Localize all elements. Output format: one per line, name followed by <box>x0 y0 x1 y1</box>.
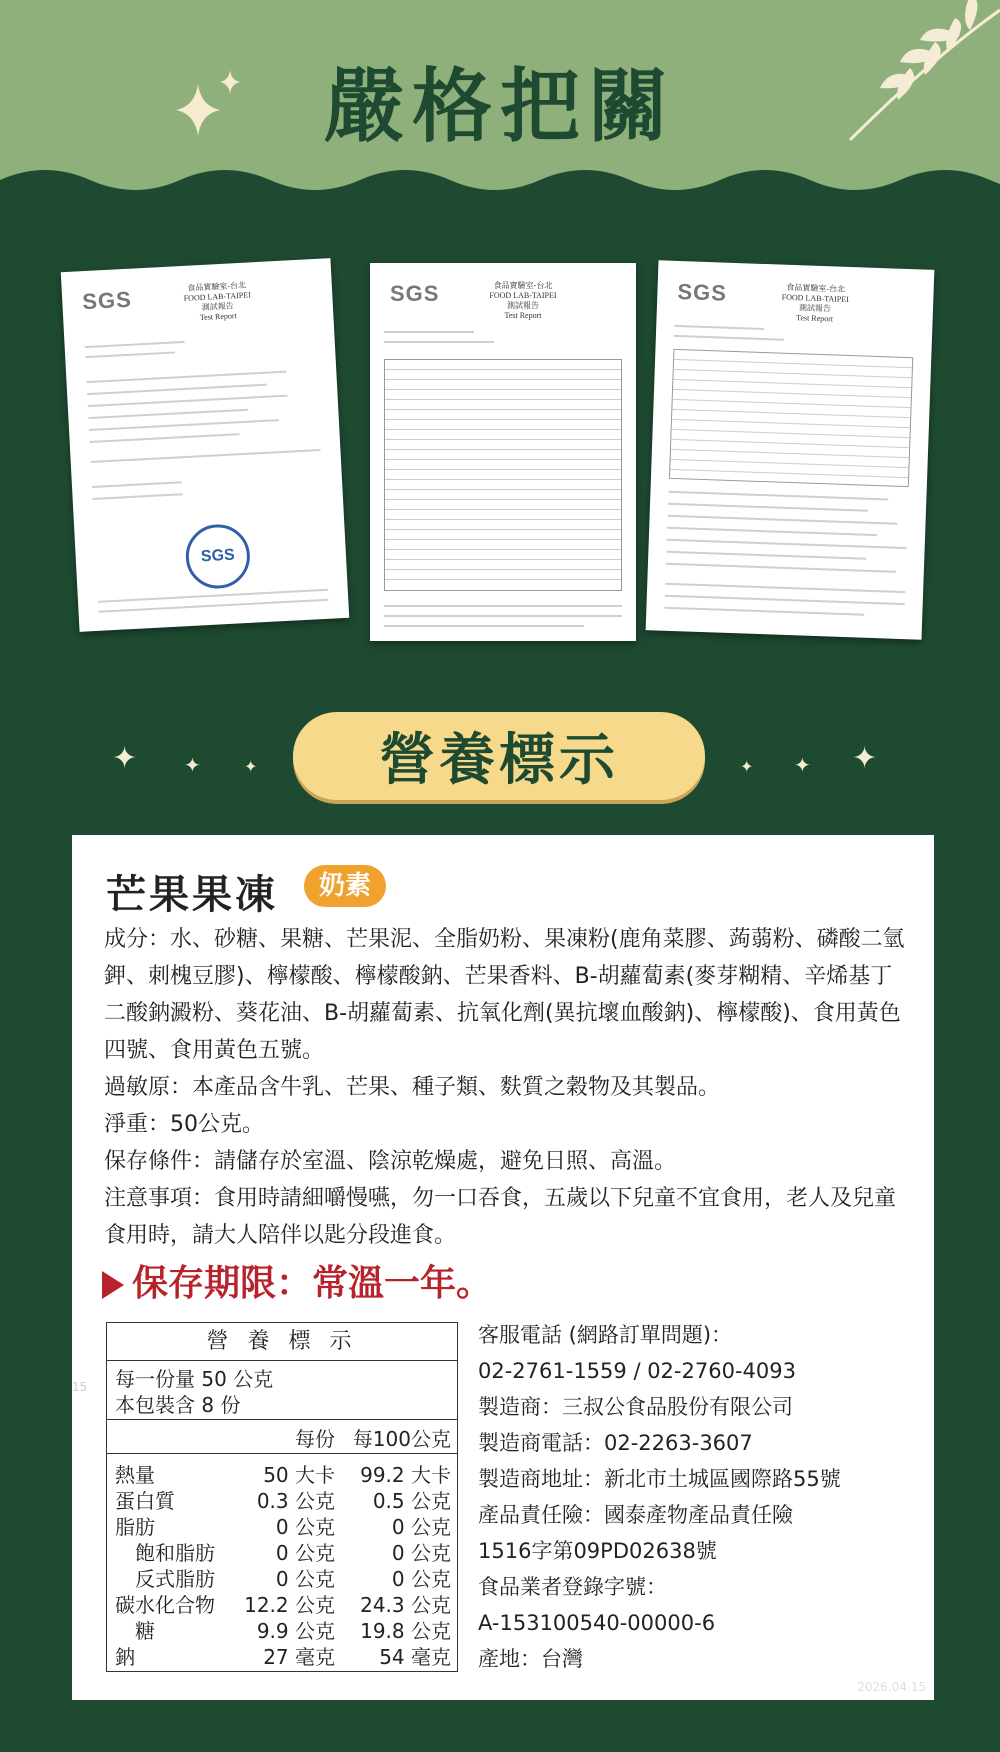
nutrient-per-serving: 0 公克 <box>275 1515 335 1539</box>
sgs-logo: SGS <box>81 286 133 315</box>
nutrient-per-serving: 0.3 公克 <box>256 1489 335 1513</box>
sgs-logo: SGS <box>390 281 440 306</box>
nutrient-per-100g: 0.5 公克 <box>372 1489 451 1513</box>
nutrition-section-title: 營養標示 <box>293 712 705 800</box>
info-line: 02-2761-1559 / 02-2760-4093 <box>478 1359 796 1383</box>
sgs-stamp: SGS <box>184 523 251 590</box>
nutrient-per-serving: 27 毫克 <box>263 1645 335 1669</box>
test-report-3: SGS 食品實驗室-台北 FOOD LAB-TAIPEI 測試報告 Test Report <box>646 260 935 639</box>
nutrient-label: 碳水化合物 <box>115 1593 215 1617</box>
servings-per-package: 本包裝含 8 份 <box>115 1393 241 1417</box>
nutrient-per-100g: 54 毫克 <box>379 1645 451 1669</box>
info-line: A-153100540-00000-6 <box>478 1611 716 1635</box>
nutrient-label: 脂肪 <box>115 1515 155 1539</box>
nutrient-per-serving: 0 公克 <box>275 1541 335 1565</box>
nutrient-per-100g: 0 公克 <box>391 1515 451 1539</box>
nutrient-label: 飽和脂肪 <box>115 1541 215 1565</box>
sgs-logo: SGS <box>677 278 728 306</box>
nutrition-table-title: 營 養 標 示 <box>107 1323 457 1361</box>
nutrition-facts-table <box>106 1322 458 1672</box>
test-report-1: SGS 食品實驗室-台北 FOOD LAB-TAIPEI 測試報告 Test Report SGS <box>61 258 349 632</box>
nutrient-label: 蛋白質 <box>115 1489 175 1513</box>
page-title: 嚴格把關 <box>324 59 676 153</box>
storage-conditions: 保存條件：請儲存於室溫、陰涼乾燥處，避免日照、高溫。 <box>104 1149 677 1174</box>
net-weight: 淨重：50公克。 <box>104 1112 264 1137</box>
triangle-icon <box>102 1271 124 1299</box>
serving-size: 每一份量 50 公克 <box>115 1367 274 1391</box>
info-line: 客服電話 (網路訂單問題)： <box>478 1323 733 1347</box>
results-table <box>669 349 913 487</box>
wave-divider <box>0 160 1000 220</box>
precautions: 注意事項：食用時請細嚼慢嚥，勿一口吞食，五歲以下兒童不宜食用，老人及兒童食用時，請大人陪伴以匙分段進食。 <box>104 1186 897 1248</box>
nutrient-label: 糖 <box>115 1619 155 1643</box>
nutrient-label: 熱量 <box>115 1463 155 1487</box>
col-header-per-100g: 每100公克 <box>352 1427 451 1451</box>
info-line: 食品業者登錄字號： <box>478 1575 667 1599</box>
test-report-2: SGS 食品實驗室-台北 FOOD LAB-TAIPEI 測試報告 Test Report <box>370 263 636 641</box>
ingredients: 成分：水、砂糖、果糖、芒果泥、全脂奶粉、果凍粉(鹿角菜膠、蒟蒻粉、磷酸二氫鉀、刺槐豆膠)、檸檬酸、檸檬酸鈉、芒果香料、B-胡蘿蔔素(麥芽糊精、辛烯基丁二酸鈉澱粉、葵花油、B-胡蘿蔔素、抗氧化劑(異抗壞血酸鈉)、檸檬酸)、食用黃色四號、食用黃色五號。 <box>104 927 905 1063</box>
product-name: 芒果果凍 <box>106 872 278 918</box>
col-header-per-serving: 每份 <box>295 1427 335 1451</box>
page-number: 15 <box>72 1380 88 1394</box>
nutrient-per-100g: 0 公克 <box>391 1567 451 1591</box>
company-info <box>478 1317 918 1677</box>
nutrient-per-serving: 50 大卡 <box>263 1463 335 1487</box>
nutrient-per-serving: 12.2 公克 <box>244 1593 335 1617</box>
info-line: 製造商地址：新北市土城區國際路55號 <box>478 1467 841 1491</box>
shelf-life: 保存期限：常溫一年。 <box>102 1255 492 1306</box>
sparkle-icon: ✦ <box>112 741 138 776</box>
sparkle-icon: ✦ <box>794 753 811 777</box>
allergens: 過敏原：本產品含牛乳、芒果、種子類、麩質之穀物及其製品。 <box>104 1075 721 1100</box>
nutrient-label: 反式脂肪 <box>115 1567 215 1591</box>
sparkle-icon: ✦ <box>184 753 201 777</box>
info-line: 產地：台灣 <box>478 1647 583 1671</box>
info-line: 產品責任險：國泰產物產品責任險 <box>478 1503 793 1527</box>
nutrient-per-100g: 19.8 公克 <box>360 1619 451 1643</box>
nutrient-label: 鈉 <box>115 1645 135 1669</box>
sparkle-icon: ✦ <box>244 757 258 776</box>
sparkle-icon: ✦ <box>852 741 878 776</box>
nutrient-per-100g: 99.2 大卡 <box>360 1463 451 1487</box>
footer-date: 2026.04.15 <box>857 1680 926 1694</box>
info-line: 製造商：三叔公食品股份有限公司 <box>478 1395 793 1419</box>
sparkle-icon: ✦ <box>740 757 754 776</box>
product-label-panel <box>72 835 934 1700</box>
nutrient-per-serving: 0 公克 <box>275 1567 335 1591</box>
info-line: 製造商電話：02-2263-3607 <box>478 1431 753 1455</box>
info-line: 1516字第09PD02638號 <box>478 1539 717 1563</box>
nutrient-per-100g: 24.3 公克 <box>360 1593 451 1617</box>
results-table <box>384 359 622 591</box>
nutrient-per-100g: 0 公克 <box>391 1541 451 1565</box>
diet-badge: 奶素 <box>304 865 386 907</box>
nutrient-per-serving: 9.9 公克 <box>256 1619 335 1643</box>
